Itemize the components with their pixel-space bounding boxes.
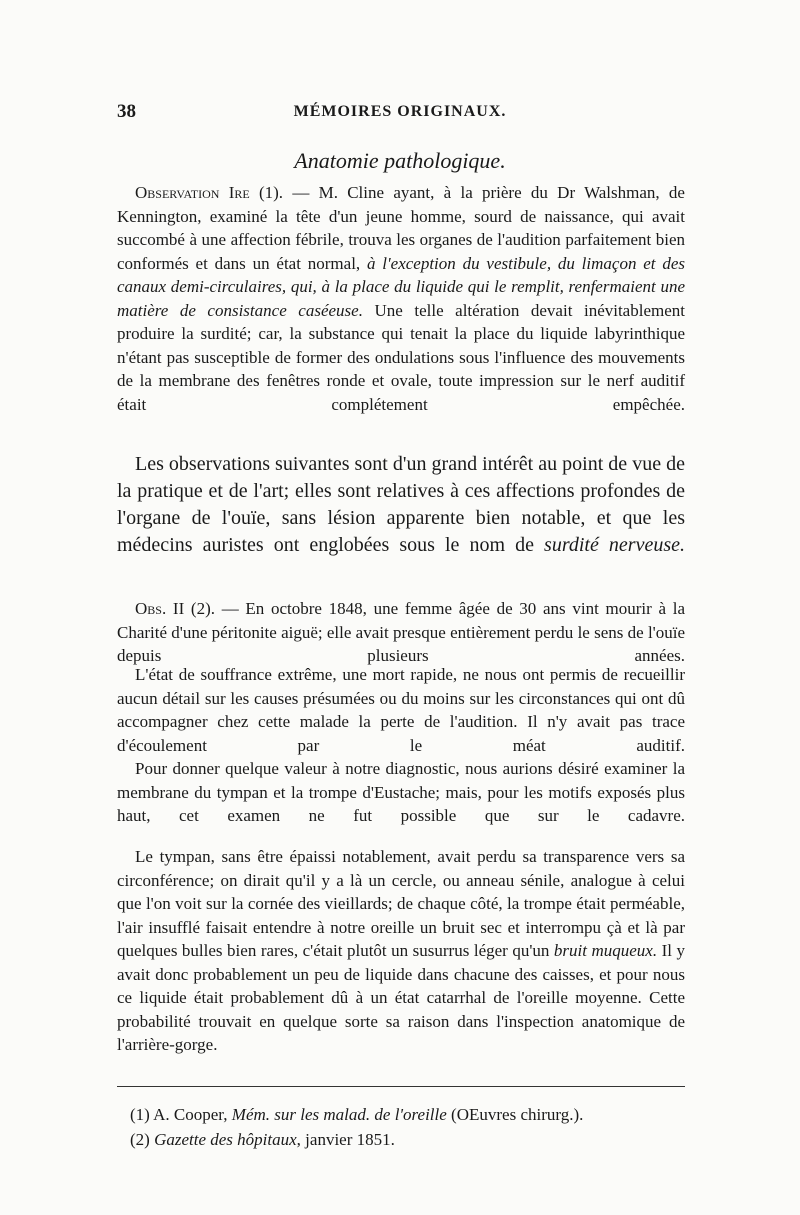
footnote-1-text-a: A. Cooper, — [149, 1105, 232, 1124]
footnote-1-number: (1) — [130, 1105, 150, 1124]
paragraph-tympan — [117, 845, 685, 1057]
footnote-1-text-b: (OEuvres chirurg.). — [446, 1105, 584, 1124]
page-header — [117, 101, 683, 125]
intro-text: Les observations suivantes sont d'un grand intérêt au point de vue de la pratique et de l'art; elles sont relatives à ces affections profondes de l'organe de l'ouïe, sans lésion apparente bien notable, et que les médecins auristes ont englobées sous le nom de — [117, 453, 685, 556]
footnote-1-italic: Mém. sur les malad. de l'oreille — [231, 1105, 447, 1124]
section-title: Anatomie pathologique. — [294, 148, 506, 173]
footnote-1 — [130, 1102, 690, 1127]
footnote-rule — [117, 1086, 685, 1087]
page-number: 38 — [117, 101, 136, 122]
footnote-2-text-b: , janvier 1851. — [296, 1130, 395, 1149]
observation-1-paragraph — [117, 181, 685, 416]
observation-2-text: — En octobre 1848, une femme âgée de 30 ans vint mourir à la Charité d'une péritonite aiguë; elle avait presque entièrement perdu le sens de l'ouïe depuis plusieurs années. — [117, 599, 685, 665]
tympan-italic: bruit muqueux. — [553, 941, 658, 960]
tympan-text-a: Le tympan, sans être épaissi notablement, avait perdu sa transparence vers sa circonférence; on dirait qu'il y a là un cercle, ou anneau sénile, analogue à celui que l'on voit sur la cornée des vieillards; de chaque côté, la trompe était perméable, l'air insufflé faisait entendre à notre oreille un bruit sec et interrompu çà et là par quelques bulles bien rares, c'était plutôt un susurrus léger qu'un — [117, 847, 685, 960]
footnotes — [130, 1102, 690, 1152]
footnote-2 — [130, 1127, 690, 1152]
observation-1-text-a: — M. Cline ayant, à la prière du Dr Walshman, de Kennington, examiné la tête d'un jeune homme, sourd de naissance, qui avait succombé à une affection fébrile, trouva les organes de l'audition parfaitement bien conformés et dans un état normal, — [117, 183, 685, 273]
running-title: MÉMOIRES ORIGINAUX. — [293, 103, 507, 120]
intro-italic: surdité nerveuse. — [544, 534, 685, 556]
observation-1-italic: à l'exception du vestibule, du limaçon et des canaux demi-circulaires, qui, à la place du liquide qui le remplit, renfermaient une matière de consistance caséeuse. — [117, 253, 686, 320]
observation-1-text-b: Une telle altération devait inévitablement produire la surdité; car, la substance qui tenait la place du liquide labyrinthique n'étant pas susceptible de former des ondulations sous l'influence des mouvements de la membrane des fenêtres ronde et ovale, toute impression sur le nerf auditif était complétement empêchée. — [117, 300, 685, 414]
tympan-text-b: Il y avait donc probablement un peu de liquide dans chacune des caisses, et pour nous ce liquide était probablement dû à un état catarrhal de l'oreille moyenne. Cette probabilité trouvait en quelque sorte sa raison dans l'inspection anatomique de l'arrière-gorge. — [117, 941, 685, 1054]
observation-2-paragraph — [117, 597, 685, 668]
observation-1-label: Observation Ire (1). — [135, 183, 284, 202]
footnote-2-number: (2) — [130, 1130, 150, 1149]
intro-paragraph — [117, 451, 685, 559]
footnote-2-italic: Gazette des hôpitaux — [154, 1130, 297, 1149]
paragraph-etat: L'état de souffrance extrême, une mort rapide, ne nous ont permis de recueillir aucun détail sur les causes présumées ou du moins sur les circonstances qui ont dû accompagner chez cette malade la perte de l'audition. Il n'y avait pas trace d'écoulement par le méat auditif. — [117, 665, 685, 755]
observation-2-label: Obs. II (2). — [135, 599, 215, 618]
paragraph-pour: Pour donner quelque valeur à notre diagnostic, nous aurions désiré examiner la membrane du tympan et la trompe d'Eustache; mais, pour les motifs exposés plus haut, cet examen ne fut possible que sur le cadavre. — [117, 759, 685, 825]
